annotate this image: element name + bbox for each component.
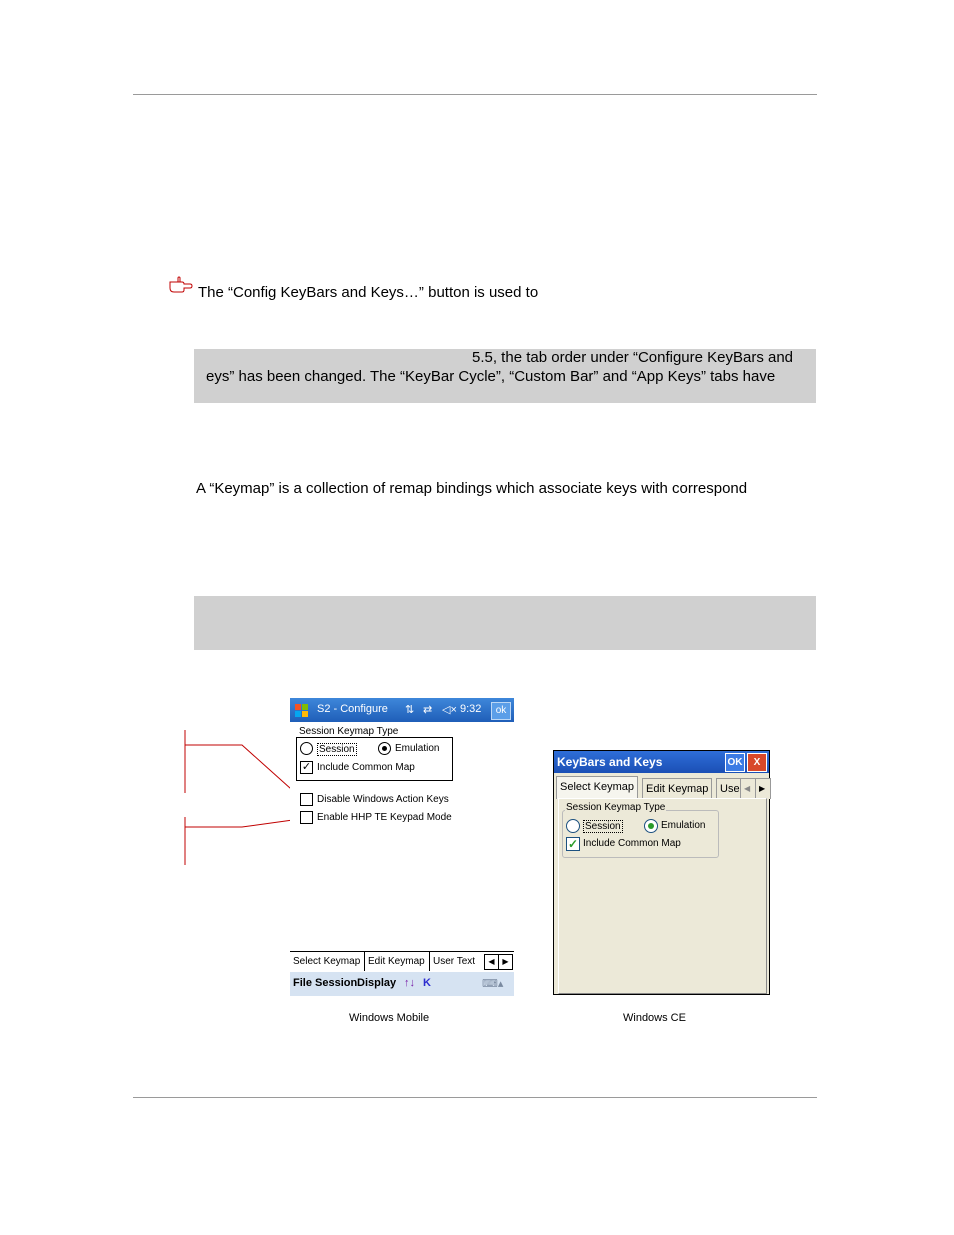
config-keybars-text: The “Config KeyBars and Keys…” button is used to [198, 284, 539, 301]
ce-session-label: Session [585, 821, 621, 832]
note-box-2 [194, 596, 816, 650]
wm-menu-bar [290, 972, 514, 996]
wm-emulation-label: Emulation [395, 743, 440, 754]
volume-muted-icon[interactable]: ◁× [442, 704, 457, 716]
ce-title-bar [554, 751, 769, 773]
ce-emulation-label: Emulation [661, 820, 706, 831]
wm-clock: 9:32 [460, 703, 482, 715]
windows-ce-screen [553, 750, 770, 995]
ce-tab-scroll-right-icon[interactable]: ▶ [755, 778, 771, 799]
wm-title-bar [290, 698, 514, 722]
pointing-hand-icon [168, 276, 194, 294]
ce-tab-edit-keymap[interactable]: Edit Keymap [642, 778, 712, 799]
wm-session-label: Session [319, 744, 355, 755]
keybar-cycle-icon[interactable]: ↑↓ [404, 977, 415, 989]
wm-enable-hhp-label: Enable HHP TE Keypad Mode [317, 812, 452, 823]
note-line-2: eys” has been changed. The “KeyBar Cycle”, “Custom Bar” and “App Keys” tabs have [206, 368, 776, 385]
ce-session-keymap-group [562, 810, 719, 858]
ce-include-common-label: Include Common Map [583, 838, 681, 849]
ce-group-label: Session Keymap Type [566, 802, 666, 813]
wm-enable-hhp-checkbox[interactable] [300, 811, 313, 824]
windows-mobile-screen [290, 698, 514, 996]
header-rule [133, 94, 817, 95]
note-line-1: 5.5, the tab order under “Configure KeyBars and [472, 349, 794, 366]
wm-title-text: S2 - Configure [317, 703, 388, 715]
windows-ce-caption: Windows CE [623, 1012, 686, 1024]
wm-emulation-radio[interactable] [378, 742, 391, 755]
ce-session-radio[interactable] [566, 819, 580, 833]
windows-mobile-caption: Windows Mobile [349, 1012, 430, 1024]
ce-tab-scroll-left-icon[interactable]: ◀ [740, 778, 758, 799]
tab-edit-keymap[interactable]: Edit Keymap [364, 951, 428, 971]
wm-include-common-checkbox[interactable]: ✓ [301, 761, 312, 773]
wm-session-radio[interactable] [300, 742, 313, 755]
keymap-definition-text: A “Keymap” is a collection of remap bindings which associate keys with correspond [196, 480, 748, 497]
ce-title-text: KeyBars and Keys [557, 755, 663, 769]
menu-session[interactable]: Session [315, 977, 358, 989]
tab-user-text[interactable]: User Text [429, 952, 478, 971]
wm-disable-action-label: Disable Windows Action Keys [317, 794, 449, 805]
ce-include-common-checkbox[interactable]: ✓ [567, 837, 579, 851]
connectivity-icon[interactable]: ⇅ [405, 704, 415, 716]
menu-display[interactable]: Display [357, 977, 397, 989]
wm-include-common-label: Include Common Map [317, 762, 415, 773]
ce-ok-button[interactable]: OK [725, 753, 745, 772]
sync-icon[interactable]: ⇄ [423, 704, 433, 716]
tab-scroll-right-icon[interactable]: ▶ [498, 954, 513, 970]
windows-start-icon[interactable] [293, 701, 311, 719]
wm-ok-button[interactable]: ok [491, 702, 511, 720]
menu-file[interactable]: File [293, 977, 312, 989]
input-panel-icon[interactable]: ⌨▴ [482, 978, 504, 990]
ce-tab-select-keymap[interactable]: Select Keymap [556, 776, 638, 799]
footer-rule [133, 1097, 817, 1098]
ce-emulation-radio[interactable] [644, 819, 658, 833]
wm-tab-bar [290, 951, 514, 972]
tab-select-keymap[interactable]: Select Keymap [290, 952, 363, 971]
wm-disable-action-checkbox[interactable] [300, 793, 313, 806]
ce-close-button[interactable]: X [747, 753, 767, 772]
tab-scroll-left-icon[interactable]: ◀ [484, 954, 499, 970]
keyboard-key-icon[interactable]: K [423, 977, 431, 989]
note-box-1 [194, 349, 816, 403]
wm-group-label: Session Keymap Type [299, 726, 399, 737]
ce-tab-user[interactable]: Use [716, 778, 744, 799]
